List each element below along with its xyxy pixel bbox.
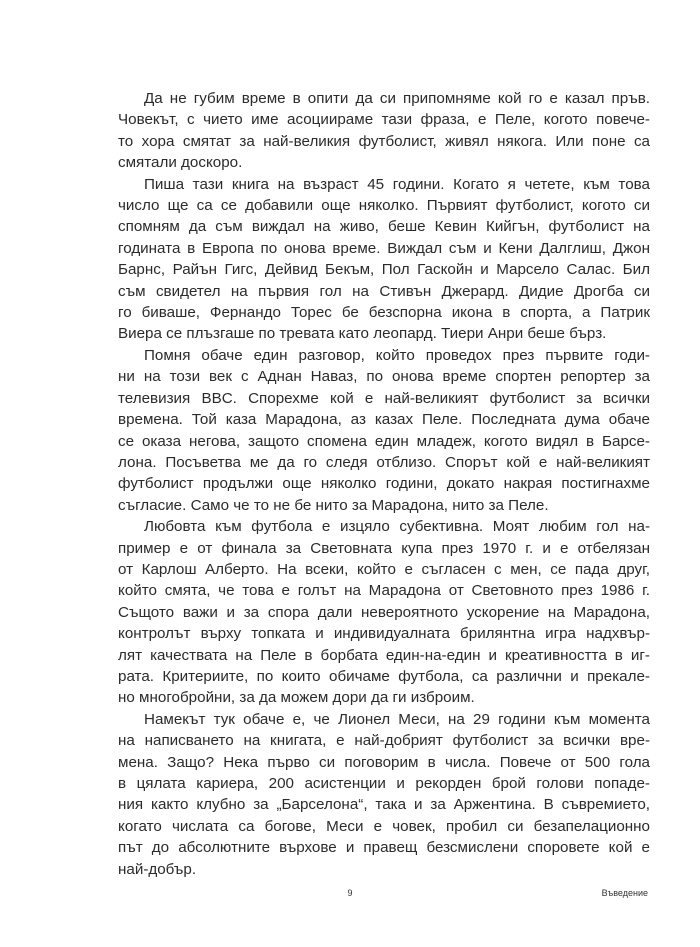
text-line: лона. Посъветва ме да го следя отблизо. Спорът кой е най-великият [118, 453, 650, 471]
text-line: но многобройни, за да можем дори да ги изброим. [118, 689, 475, 707]
text-line: път до абсолютните върхове и правещ безсмислени споровете кой е [118, 839, 650, 857]
text-line: в цялата кариера, 200 асистенции и рекорден брой голови попаде- [118, 775, 650, 792]
paragraph [118, 345, 650, 516]
text-line: телевизия BBC. Спорехме кой е най-великият футболист за всички [118, 389, 650, 407]
text-line: то хора смятат за най-великия футболист, живял някога. Или поне са [118, 132, 650, 150]
text-line: се оказа негова, защото спомена един младеж, когото видял в Барсе- [118, 432, 650, 450]
text-line: ни на този век с Аднан Наваз, по онова време спортен репортер за [118, 368, 650, 386]
text-line: времена. Той каза Марадона, аз казах Пеле. Последната дума обаче [118, 411, 650, 429]
text-line: спомням да съм виждал на живо, беше Кевин Кийгън, футболист на [118, 218, 650, 236]
text-line: пример е от финала за Световната купа през 1970 г. и е отбелязан [118, 539, 650, 557]
paragraph [118, 174, 650, 345]
text-line: съм свидетел на първия гол на Стивън Джерард. Дидие Дрогба си [118, 282, 650, 300]
text-line: Виера се плъзгаше по тревата като леопард. Тиери Анри беше бърз. [118, 325, 607, 343]
text-line: Човекът, с чието име асоциираме тази фраза, е Пеле, когото повече- [118, 111, 650, 129]
page-number: 9 [347, 888, 353, 898]
section-title: Въведение [601, 888, 648, 898]
text-line: съгласие. Само че то не бе нито за Марадона, нито за Пеле. [118, 496, 549, 514]
paragraph [118, 516, 650, 709]
text-line: ния както клубно за „Барселона“, така и за Аржентина. В съвремието, [118, 796, 650, 814]
text-line: най-добър. [118, 860, 197, 878]
paragraph [118, 709, 650, 880]
text-line: лят качествата на Пеле в борбата един-на-един и креативността в иг- [118, 646, 650, 664]
text-line: число ще са се добавили още няколко. Първият футболист, когото си [118, 197, 650, 215]
text-line: Намекът тук обаче е, че Лионел Меси, на 29 години към момента [144, 710, 650, 728]
text-line: футболист продължи още няколко години, докато накрая постигнахме [118, 475, 650, 493]
text-line: на написването на книгата, е най-добрият футболист за всички вре- [118, 732, 650, 750]
text-line: Любовта към футбола е изцяло субективна. Моят любим гол на- [144, 518, 650, 536]
text-line: Да не губим време в опити да си припомняме кой го е казал пръв. [144, 90, 650, 107]
text-line: го биваше, Фернандо Торес бе безспорна икона в спорта, а Патрик [118, 304, 650, 322]
paragraph [118, 88, 650, 174]
text-line: от Карлош Алберто. На всеки, който е съгласен с мен, се пада друг, [118, 560, 650, 578]
text-line: когато числата са богове, Меси е човек, пробил си безапелационно [118, 817, 650, 835]
text-line: контролът върху топката и индивидуалната брилянтна игра надхвър- [118, 625, 650, 643]
text-line: Помня обаче един разговор, който проведох през първите годи- [144, 346, 650, 364]
text-line: Барнс, Райън Гигс, Дейвид Бекъм, Пол Гаскойн и Марсело Салас. Бил [118, 261, 650, 279]
text-line: Пиша тази книга на възраст 45 години. Когато я четете, към това [144, 175, 650, 193]
text-line: смятали доскоро. [118, 154, 243, 172]
body-text [118, 88, 650, 880]
text-line: който смята, че това е голът на Марадона от Световното през 1986 г. [118, 582, 650, 600]
text-line: Същото важи и за спора дали невероятното ускорение на Марадона, [118, 603, 650, 621]
text-line: годината в Европа по онова време. Виждал съм и Кени Далглиш, Джон [118, 239, 650, 257]
text-line: мена. Защо? Нека първо си поговорим в числа. Повече от 500 гола [118, 753, 650, 771]
text-line: рата. Критериите, по които обичаме футбола, са различни и прекале- [118, 667, 650, 685]
